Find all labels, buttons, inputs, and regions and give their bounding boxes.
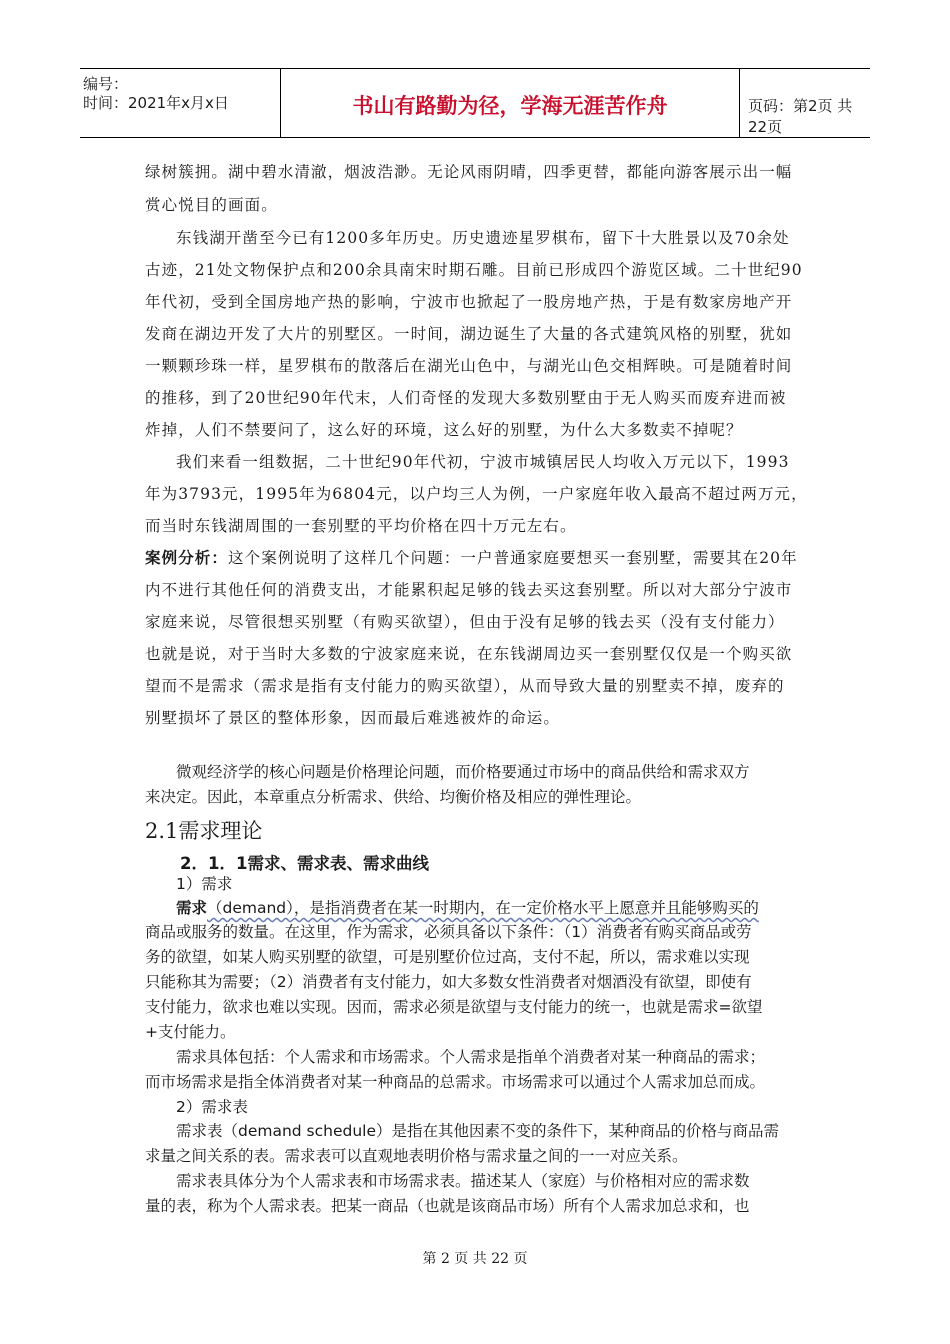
analysis-line: 内不进行其他任何的消费支出，才能累积起足够的钱去买这套别墅。所以对大部分宁波市 (145, 581, 793, 599)
case-line: 一颗颗珍珠一样，星罗棋布的散落后在湖光山色中，与湖光山色交相辉映。可是随着时间 (145, 357, 793, 375)
case-line: 发商在湖边开发了大片的别墅区。一时间，湖边诞生了大量的各式建筑风格的别墅，犹如 (145, 325, 793, 343)
motto: 书山有路勤为径，学海无涯苦作舟 (352, 94, 668, 118)
body-line: 量的表，称为个人需求表。把某一商品（也就是该商品市场）所有个人需求加总求和，也 (145, 1197, 750, 1215)
definition-term: 需求 (176, 899, 208, 917)
intro-line: 来决定。因此，本章重点分析需求、供给、均衡价格及相应的弹性理论。 (145, 788, 642, 806)
analysis-line: 望而不是需求（需求是指有支付能力的购买欲望），从而导致大量的别墅卖不掉，废弃的 (145, 677, 785, 695)
analysis-line: 别墅损坏了景区的整体形象，因而最后难逃被炸的命运。 (145, 709, 561, 727)
case-line: 炸掉，人们不禁要问了，这么好的环境，这么好的别墅，为什么大多数卖不掉呢？ (145, 421, 743, 439)
section-title: 2.1需求理论 (145, 819, 263, 843)
case-analysis-line (145, 546, 798, 568)
page-info: 页码：第2页 共22页 (748, 97, 853, 136)
case-line: 的推移，到了20世纪90年代末，人们奇怪的发现大多数别墅由于无人购买而废弃进而被 (145, 389, 787, 407)
header-motto-cell (280, 69, 740, 137)
body-line: 需求具体包括：个人需求和市场需求。个人需求是指单个消费者对某一种商品的需求； (176, 1048, 766, 1066)
page-footer: 第 2 页 共 22 页 (422, 1251, 528, 1267)
case-line: 赏心悦目的画面。 (145, 196, 278, 214)
item-heading: 2）需求表 (176, 1098, 248, 1116)
item-heading: 1）需求 (176, 875, 233, 893)
body-line: 需求表（demand schedule）是指在其他因素不变的条件下，某种商品的价格与商品需 (176, 1122, 780, 1140)
case-line: 古迹，21处文物保护点和200余具南宋时期石雕。目前已形成四个游览区域。二十世纪90 (145, 261, 803, 279)
body-line: 求量之间关系的表。需求表可以直观地表明价格与需求量之间的一一对应关系。 (145, 1147, 688, 1165)
body-line: 支付能力，欲求也难以实现。因而，需求必须是欲望与支付能力的统一，也就是需求=欲望 (145, 998, 763, 1016)
case-line: 而当时东钱湖周围的一套别墅的平均价格在四十万元左右。 (145, 517, 577, 535)
body-line: 需求表具体分为个人需求表和市场需求表。描述某人（家庭）与价格相对应的需求数 (176, 1172, 750, 1190)
subsection-title: 2．1．1需求、需求表、需求曲线 (180, 854, 429, 873)
number-label: 编号： (83, 75, 129, 93)
body-line: +支付能力。 (145, 1023, 236, 1041)
header-meta (80, 69, 280, 137)
definition-text: （demand），是指消费者在某一时期内，在一定价格水平上愿意并且能够购买的 (207, 899, 759, 917)
body-line: 务的欲望，如某人购买别墅的欲望，可是别墅价位过高，支付不起，所以，需求难以实现 (145, 948, 750, 966)
body-line: 而市场需求是指全体消费者对某一种商品的总需求。市场需求可以通过个人需求加总而成。 (145, 1073, 766, 1091)
case-line: 我们来看一组数据，二十世纪90年代初，宁波市城镇居民人均收入万元以下，1993 (176, 453, 790, 471)
analysis-text: 这个案例说明了这样几个问题：一户普通家庭要想买一套别墅，需要其在20年 (228, 549, 798, 567)
body-line: 商品或服务的数量。在这里，作为需求，必须具备以下条件：（1）消费者有购买商品或劳 (145, 923, 752, 941)
intro-line: 微观经济学的核心问题是价格理论问题，而价格要通过市场中的商品供给和需求双方 (176, 763, 750, 781)
analysis-line: 家庭来说，尽管很想买别墅（有购买欲望），但由于没有足够的钱去买（没有支付能力） (145, 613, 785, 631)
date-label: 时间：2021年x月x日 (83, 94, 229, 112)
case-line: 年代初，受到全国房地产热的影响，宁波市也掀起了一股房地产热，于是有数家房地产开 (145, 293, 793, 311)
case-line: 年为3793元，1995年为6804元，以户均三人为例，一户家庭年收入最高不超过两万元， (145, 485, 808, 503)
body-line: 只能称其为需要；（2）消费者有支付能力，如大多数女性消费者对烟酒没有欲望，即使有 (145, 973, 752, 991)
definition-line (176, 896, 759, 918)
analysis-label: 案例分析： (145, 549, 229, 567)
case-line: 绿树簇拥。湖中碧水清澈，烟波浩渺。无论风雨阴晴，四季更替，都能向游客展示出一幅 (145, 163, 793, 181)
analysis-line: 也就是说，对于当时大多数的宁波家庭来说，在东钱湖周边买一套别墅仅仅是一个购买欲 (145, 645, 793, 663)
case-line: 东钱湖开凿至今已有1200多年历史。历史遗迹星罗棋布，留下十大胜景以及70余处 (176, 229, 790, 247)
page-header (80, 68, 870, 138)
